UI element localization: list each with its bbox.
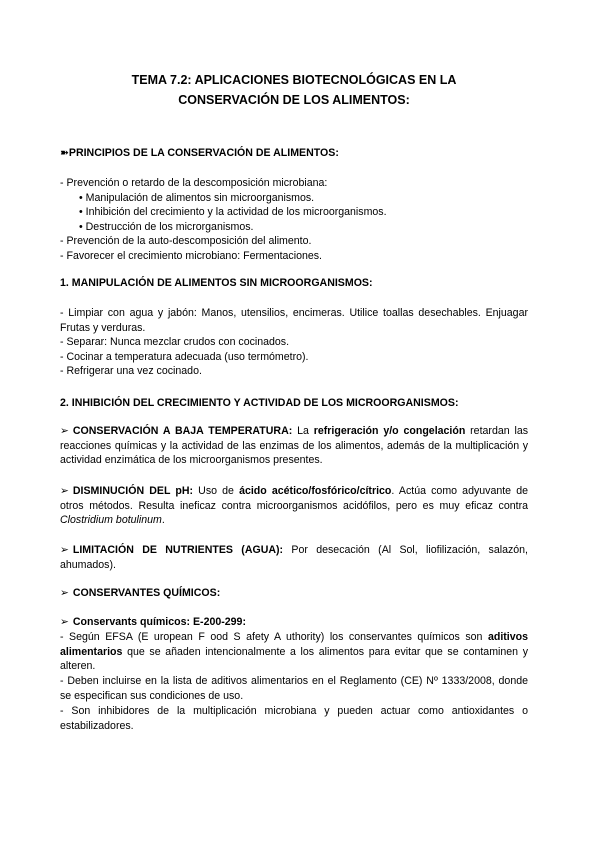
chemical-paragraph-1 [60, 630, 528, 674]
ph-paragraph [60, 484, 528, 528]
principles-heading-text: PRINCIPIOS DE LA CONSERVACIÓN DE ALIMENTOS: [68, 147, 339, 159]
chemical-preservatives-label: Conservants químicos: E-200-299: [72, 616, 246, 628]
preservatives-heading [60, 586, 528, 601]
preservatives-label: CONSERVANTES QUÍMICOS: [72, 587, 221, 599]
nutrients-label: LIMITACIÓN DE NUTRIENTES (AGUA): [72, 544, 284, 556]
arrowhead-icon: ➢ [60, 587, 69, 599]
ph-text-1: Uso de [193, 485, 240, 497]
section-1-heading: 1. MANIPULACIÓN DE ALIMENTOS SIN MICROORGANISMOS: [60, 277, 373, 289]
nutrients-paragraph [60, 543, 528, 572]
ph-label: DISMINUCIÓN DEL pH: [72, 485, 194, 497]
principles-bullet-1: • Manipulación de alimentos sin microorganismos. [79, 191, 315, 204]
principles-list [60, 176, 528, 264]
chemical-preservatives-heading [60, 615, 528, 630]
ph-text-2: . Actúa como adyuvante de otros métodos. Resulta ineficaz contra microorganismos acidófilos, pero es muy eficaz contra [60, 485, 528, 512]
chemical-paragraph-2: - Deben incluirse en la lista de aditivos alimentarios en el Reglamento (CE) Nº 1333/2008, donde se especifican sus condiciones de uso. [60, 675, 528, 702]
principles-bullet-3: • Destrucción de los microrganismos. [79, 220, 254, 233]
page-title [60, 70, 528, 110]
arrowhead-icon: ➢ [60, 616, 69, 628]
ph-italic: Clostridium botulinum [60, 514, 162, 527]
section-1-item-3: - Cocinar a temperatura adecuada (uso termómetro). [60, 350, 309, 363]
ph-bold: ácido acético/fosfórico/cítrico [239, 485, 392, 497]
principles-heading [60, 146, 528, 161]
principles-line-1: - Prevención o retardo de la descomposición microbiana: [60, 177, 328, 189]
section-1-item-2: - Separar: Nunca mezclar crudos con cocinados. [60, 336, 290, 349]
title-line-1: TEMA 7.2: APLICACIONES BIOTECNOLÓGICAS EN LA [131, 73, 457, 87]
section-2-heading: 2. INHIBICIÓN DEL CRECIMIENTO Y ACTIVIDAD DE LOS MICROORGANISMOS: [60, 397, 459, 409]
low-temperature-text-1: La [292, 425, 314, 437]
section-1-item-1: - Limpiar con agua y jabón: Manos, utensilios, encimeras. Utilice toallas desechables. Enjuagar Frutas y verduras. [60, 307, 528, 334]
low-temperature-text-2: retardan las reacciones químicas y la actividad de las enzimas de los alimentos, además de la multiplicación y actividad enzimática de los microorganismos presentes. [60, 425, 529, 467]
chemical-p1-text-2: que se añaden intencionalmente a los alimentos para evitar que se contaminen y alteren. [60, 645, 528, 673]
arrowhead-icon: ➢ [60, 544, 69, 556]
arrowhead-icon: ➢ [60, 485, 69, 497]
nutrients-text: Por desecación (Al Sol, liofilización, salazón, ahumados). [60, 544, 528, 571]
low-temperature-bold: refrigeración y/o congelación [313, 425, 466, 437]
arrowhead-icon: ➢ [60, 425, 69, 437]
low-temperature-paragraph [60, 424, 528, 468]
section-1-list [60, 306, 528, 379]
principles-line-3: - Favorecer el crecimiento microbiano: Fermentaciones. [60, 249, 322, 262]
section-1-item-4: - Refrigerar una vez cocinado. [60, 365, 202, 378]
chemical-p1-text-1: - Según EFSA (E uropean F ood S afety A uthority) los conservantes químicos son [60, 631, 488, 643]
chemical-paragraph-3: - Son inhibidores de la multiplicación microbiana y pueden actuar como antioxidantes o estabilizadores. [60, 705, 528, 732]
title-line-2: CONSERVACIÓN DE LOS ALIMENTOS: [178, 93, 410, 107]
right-arrow-icon: ➽ [60, 147, 69, 159]
principles-bullet-2: • Inhibición del crecimiento y la actividad de los microorganismos. [79, 206, 387, 219]
principles-line-2: - Prevención de la auto-descomposición del alimento. [60, 235, 312, 248]
low-temperature-label: CONSERVACIÓN A BAJA TEMPERATURA: [72, 425, 293, 437]
chemical-p1-bold: aditivos alimentarios [60, 631, 528, 658]
ph-text-3: . [161, 514, 165, 527]
